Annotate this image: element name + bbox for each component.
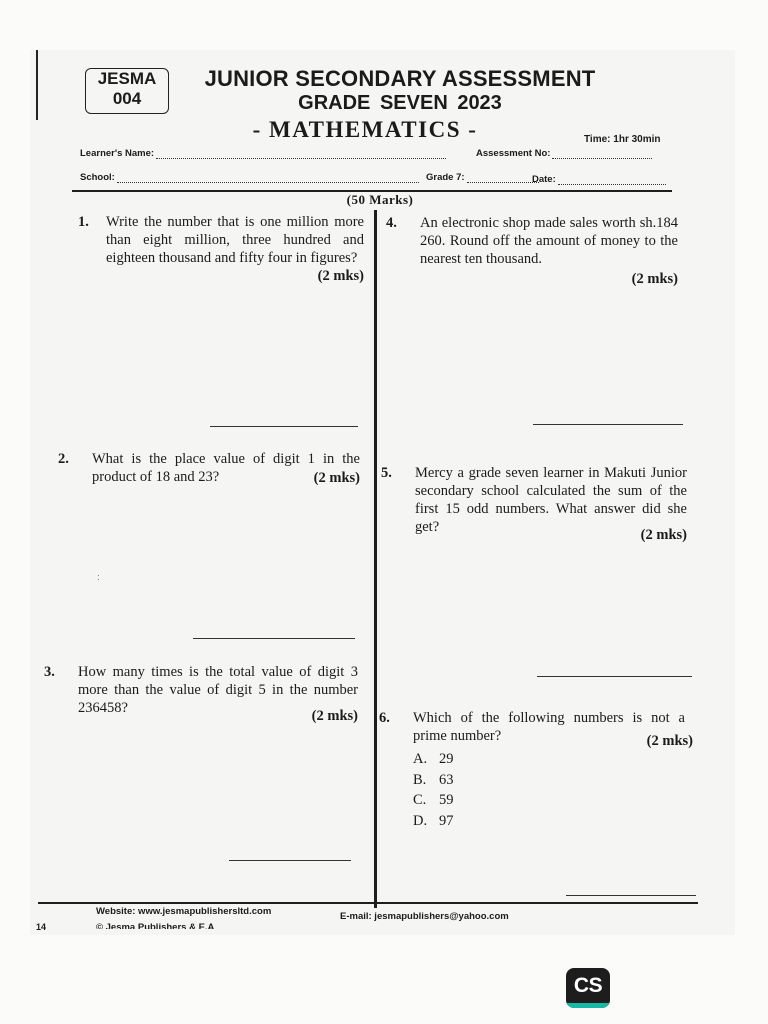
subject-heading: - MATHEMATICS -	[252, 117, 478, 142]
camscanner-logo: CS	[566, 968, 610, 1008]
footer-email[interactable]: E-mail: jesmapublishers@yahoo.com	[340, 911, 509, 922]
question-marks: (2 mks)	[646, 733, 693, 749]
question-number: 5.	[381, 465, 392, 481]
learner-name-field[interactable]	[80, 148, 446, 159]
question-1	[78, 213, 368, 303]
question-number: 4.	[386, 215, 397, 231]
grade-field[interactable]	[426, 172, 539, 183]
question-4	[386, 214, 682, 288]
question-marks: (2 mks)	[317, 268, 364, 284]
page-edge-mark	[36, 50, 38, 120]
question-marks: (2 mks)	[631, 271, 678, 287]
date-line[interactable]	[558, 176, 666, 185]
grade-label: Grade 7:	[426, 172, 465, 183]
answer-line-2[interactable]	[193, 638, 355, 639]
total-marks: (50 Marks)	[346, 192, 414, 207]
question-text: Which of the following numbers is not a prime number?	[413, 710, 685, 744]
answer-line-1[interactable]	[210, 426, 358, 427]
column-divider	[374, 210, 377, 908]
option-a[interactable]: A. 29	[413, 751, 454, 767]
question-marks: (2 mks)	[313, 470, 360, 486]
paper-code-top: JESMA	[97, 69, 157, 88]
question-number: 1.	[78, 214, 89, 230]
school-field[interactable]	[80, 172, 419, 183]
question-text: How many times is the total value of digit 3 more than the value of digit 5 in the number 236458?	[78, 664, 358, 716]
time-allowed: Time: 1hr 30min	[584, 134, 661, 145]
question-3	[44, 663, 362, 723]
stray-mark: ː	[97, 572, 100, 583]
answer-line-5[interactable]	[537, 676, 692, 677]
question-text: Mercy a grade seven learner in Makuti Junior secondary school calculated the sum of the first 15 odd numbers. What answer did she get?	[415, 465, 687, 535]
paper-code-bottom: 004	[112, 89, 142, 108]
school-line[interactable]	[117, 174, 419, 183]
question-5	[381, 464, 691, 543]
date-label: Date:	[532, 174, 556, 185]
answer-line-6[interactable]	[566, 895, 696, 896]
assessment-title: JUNIOR SECONDARY ASSESSMENT	[204, 66, 596, 91]
question-marks: (2 mks)	[311, 708, 358, 724]
date-field[interactable]	[532, 174, 666, 185]
question-text: What is the place value of digit 1 in the product of 18 and 23?	[92, 451, 360, 485]
footer-divider	[38, 902, 698, 904]
assessment-no-field[interactable]	[476, 148, 652, 159]
question-marks: (2 mks)	[640, 527, 687, 543]
paper-code-box	[85, 68, 169, 114]
school-label: School:	[80, 172, 115, 183]
footer-copyright: © Jesma Publishers & E.A	[96, 922, 215, 929]
logo-stripe	[566, 1003, 610, 1008]
footer-website[interactable]: Website: www.jesmapublishersltd.com	[96, 906, 272, 917]
question-text: An electronic shop made sales worth sh.184 260. Round off the amount of money to the nearest ten thousand.	[420, 215, 678, 267]
assessment-no-label: Assessment No:	[476, 148, 551, 159]
answer-line-3[interactable]	[229, 860, 351, 861]
question-text: Write the number that is one million more than eight million, three hundred and eighteen thousand and fifty four in figures?	[106, 214, 364, 266]
learner-name-line[interactable]	[156, 150, 446, 159]
answer-line-4[interactable]	[533, 424, 683, 425]
assessment-no-line[interactable]	[552, 150, 652, 159]
question-number: 3.	[44, 664, 55, 680]
question-number: 2.	[58, 451, 69, 467]
question-6	[379, 709, 695, 839]
question-2	[58, 450, 364, 490]
option-c[interactable]: C. 59	[413, 792, 454, 808]
grade-line[interactable]	[467, 174, 539, 183]
grade-heading: GRADE SEVEN 2023	[298, 92, 502, 114]
learner-name-label: Learner's Name:	[80, 148, 155, 159]
option-b[interactable]: B. 63	[413, 771, 454, 788]
question-number: 6.	[379, 710, 390, 726]
answer-options	[413, 749, 454, 831]
page-number: 14	[36, 922, 47, 932]
option-d[interactable]: D. 97	[413, 812, 454, 829]
